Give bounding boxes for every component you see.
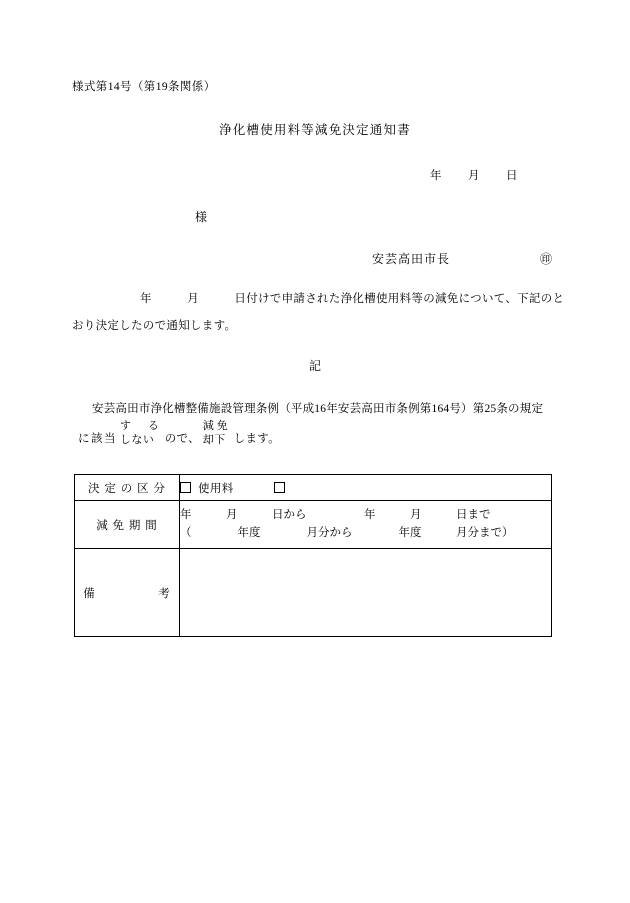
date-day: 日 [506, 170, 518, 182]
addressee-suffix: 様 [195, 210, 208, 224]
body-line-2: おり決定したので通知します。 [72, 320, 237, 332]
row-label-remarks: 備 考 [75, 549, 180, 637]
form-number: 様式第14号（第19条関係） [72, 81, 216, 93]
row-label-reduction-period: 減 免 期 間 [75, 501, 180, 549]
reduction-period-line2: （ 年度 月分から 年度 月分まで） [180, 526, 514, 539]
clause-choice-applicable [120, 420, 162, 448]
seal-icon: ㊞ [540, 252, 553, 266]
clause-lead: に該当 [78, 433, 117, 445]
decision-table [74, 474, 552, 637]
table-row [75, 549, 552, 637]
reduction-period-value [180, 501, 552, 549]
clause-choice-decision [203, 420, 231, 448]
body-line-1: 年 月 日付けで申請された浄化槽使用料等の減免について、下記のと [140, 293, 565, 305]
clause-choice-yes: す る [119, 420, 162, 432]
checkbox-other[interactable] [274, 482, 285, 493]
checkbox-usage-fee[interactable] [180, 482, 191, 493]
date-month: 月 [468, 170, 480, 182]
clause-tail: します。 [233, 433, 280, 445]
row-label-decision-category: 決 定 の 区 分 [75, 475, 180, 501]
clause-choice-no: しない [119, 433, 155, 446]
remarks-value[interactable] [180, 549, 552, 637]
clause-choice-rejection: 却下 [202, 433, 226, 446]
ordinance-text: 安芸高田市浄化槽整備施設管理条例（平成16年安芸高田市条例第164号）第25条の規定 [92, 403, 544, 415]
decision-clause [78, 420, 280, 448]
reduction-period-line1: 年 月 日から 年 月 日まで [180, 508, 491, 521]
document-title: 浄化槽使用料等減免決定通知書 [219, 123, 411, 137]
issuer-name: 安芸高田市長 [372, 252, 451, 266]
option-label-usage-fee: 使用料 [198, 482, 234, 495]
table-row [75, 475, 552, 501]
ki-mark: 記 [308, 359, 321, 373]
clause-choice-reduction: 減免 [202, 420, 231, 432]
table-row [75, 501, 552, 549]
clause-mid: ので、 [164, 433, 200, 445]
date-line [430, 167, 518, 183]
decision-category-options [180, 475, 552, 501]
date-year: 年 [430, 170, 442, 182]
